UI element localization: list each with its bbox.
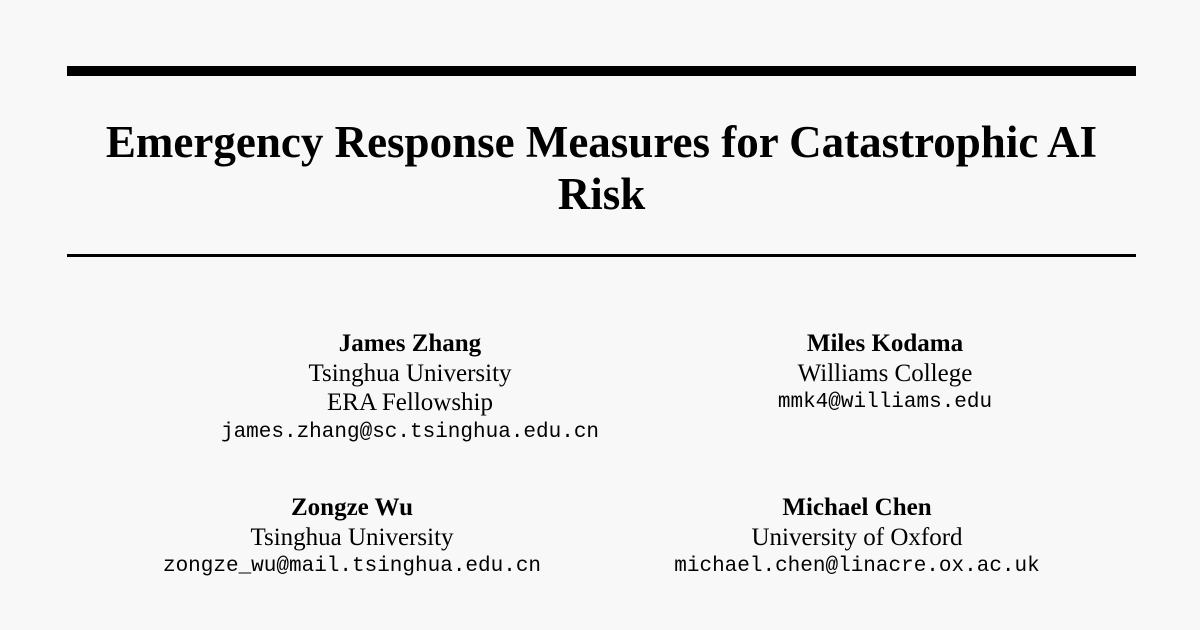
author-name: Michael Chen: [782, 494, 932, 521]
author-email: zongze_wu@mail.tsinghua.edu.cn: [162, 555, 542, 578]
author-name: Zongze Wu: [290, 494, 414, 521]
author-affiliation: Tsinghua University: [250, 523, 454, 551]
title-top-rule: [67, 66, 1136, 76]
author-block-james-zhang: [160, 329, 660, 448]
title-bottom-rule: [67, 254, 1136, 257]
author-affiliation: Tsinghua University: [308, 359, 512, 387]
paper-title: Emergency Response Measures for Catastrophic AI Risk: [105, 117, 1098, 219]
author-email: mmk4@williams.edu: [777, 391, 993, 414]
author-block-miles-kodama: [635, 329, 1135, 418]
author-email: michael.chen@linacre.ox.ac.uk: [674, 555, 1040, 578]
author-name: James Zhang: [338, 330, 482, 357]
author-block-michael-chen: [607, 493, 1107, 582]
author-affiliation: Williams College: [797, 359, 973, 387]
author-affiliation: University of Oxford: [751, 523, 963, 551]
author-email: james.zhang@sc.tsinghua.edu.cn: [220, 420, 600, 444]
author-block-zongze-wu: [102, 493, 602, 582]
author-name: Miles Kodama: [806, 330, 964, 357]
author-affiliation: ERA Fellowship: [327, 389, 493, 416]
